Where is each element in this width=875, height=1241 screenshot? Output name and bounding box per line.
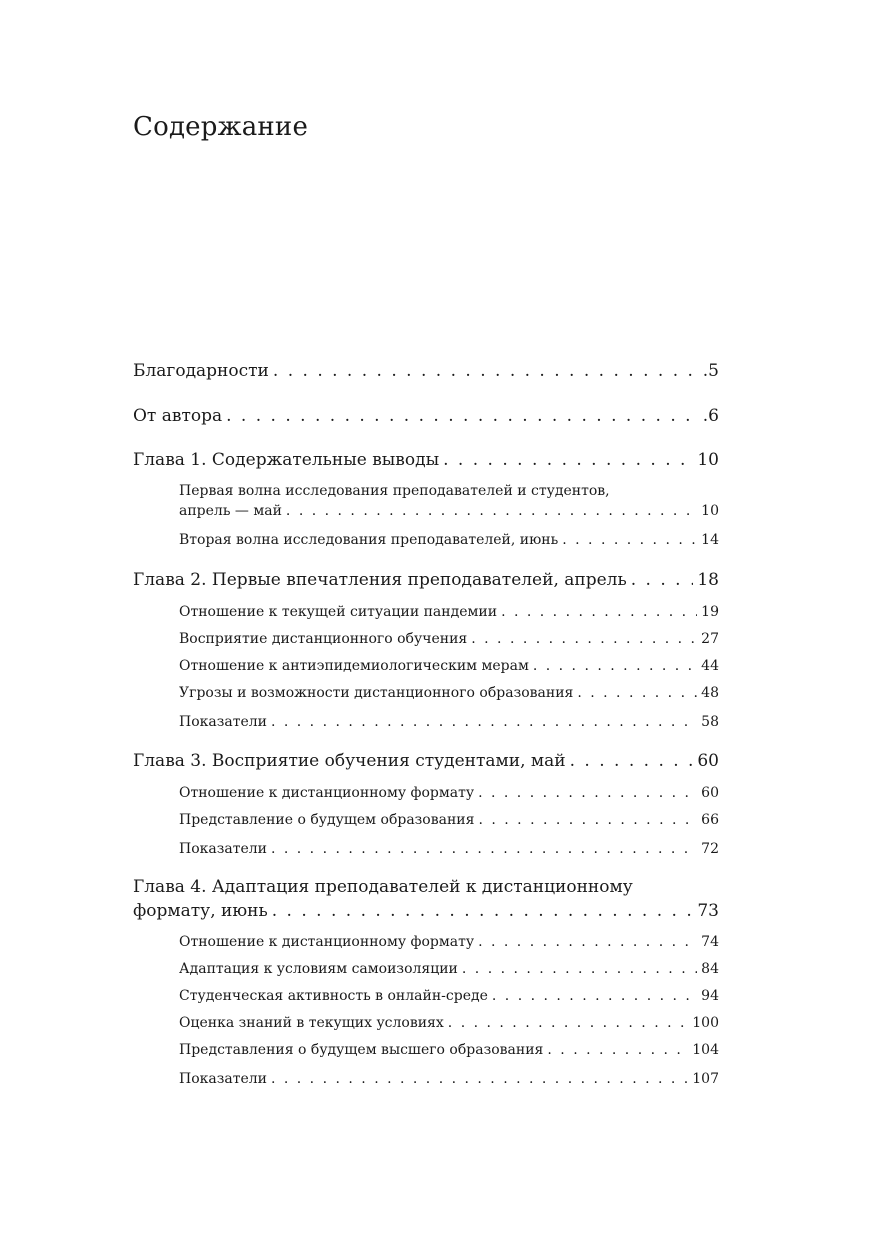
toc-entry-page: 19 — [701, 604, 719, 620]
toc-entry-future-higher-education[interactable] — [133, 1040, 719, 1060]
toc-entry-acknowledgements[interactable] — [133, 359, 719, 383]
toc-entry-page: .5 — [702, 361, 719, 381]
toc-entry-title: Отношение к текущей ситуации пандемии — [179, 604, 498, 620]
toc-entry-page: 10 — [701, 503, 719, 519]
toc-entry-indicators-2[interactable] — [133, 712, 719, 732]
toc-entry-pandemic-attitude[interactable] — [133, 602, 719, 622]
toc-entry-page: 60 — [697, 751, 719, 771]
toc-entry-title: Студенческая активность в онлайн-среде — [179, 988, 488, 1004]
toc-entry-chapter-4[interactable] — [133, 875, 719, 923]
toc-entry-indicators-3[interactable] — [133, 839, 719, 859]
dot-leader — [631, 568, 694, 592]
toc-entry-remote-format-3[interactable] — [133, 783, 719, 803]
toc-entry-chapter-3[interactable] — [133, 749, 719, 773]
toc-entry-student-activity[interactable] — [133, 986, 719, 1006]
toc-entry-title-line2: апрель — май — [179, 503, 282, 519]
toc-entry-title: Глава 1. Содержательные выводы — [133, 450, 440, 470]
dot-leader — [271, 839, 697, 859]
dot-leader — [570, 749, 694, 773]
toc-entry-page: 60 — [701, 785, 719, 801]
dot-leader — [478, 783, 697, 803]
toc-entry-knowledge-assessment[interactable] — [133, 1013, 719, 1033]
toc-entry-title: Благодарности — [133, 361, 269, 381]
toc-entry-remote-format-4[interactable] — [133, 932, 719, 952]
toc-entry-page: 94 — [701, 988, 719, 1004]
toc-entry-title: Вторая волна исследования преподавателей, июнь — [179, 532, 559, 548]
dot-leader — [272, 899, 694, 923]
toc-entry-title: Адаптация к условиям самоизоляции — [179, 961, 458, 977]
toc-entry-title: Отношение к дистанционному формату — [179, 785, 475, 801]
dot-leader — [547, 1040, 688, 1060]
toc-entry-second-wave[interactable] — [133, 530, 719, 550]
toc-entry-page: 107 — [692, 1071, 719, 1087]
toc-entry-indicators-4[interactable] — [133, 1069, 719, 1089]
dot-leader — [226, 404, 699, 428]
toc-entry-self-isolation[interactable] — [133, 959, 719, 979]
toc-entry-page: 10 — [697, 450, 719, 470]
toc-entry-chapter-2[interactable] — [133, 568, 719, 592]
dot-leader — [478, 932, 697, 952]
toc-entry-page: 104 — [692, 1042, 719, 1058]
toc-entry-page: 14 — [701, 532, 719, 548]
toc-entry-page: .6 — [702, 406, 719, 426]
toc-entry-title: Восприятие дистанционного обучения — [179, 631, 468, 647]
toc-entry-title-line2: формату, июнь — [133, 901, 268, 921]
dot-leader — [286, 501, 697, 521]
dot-leader — [462, 959, 697, 979]
dot-leader — [562, 530, 697, 550]
toc-entry-page: 44 — [701, 658, 719, 674]
toc-entry-title: Представления о будущем высшего образования — [179, 1042, 544, 1058]
dot-leader — [577, 683, 697, 703]
toc-entry-page: 73 — [697, 901, 719, 921]
dot-leader — [492, 986, 697, 1006]
dot-leader — [271, 1069, 688, 1089]
toc-entry-first-wave[interactable] — [133, 481, 719, 521]
toc-entry-title: Показатели — [179, 714, 267, 730]
toc-entry-title-line1: Первая волна исследования преподавателей и студентов, — [179, 483, 610, 499]
toc-entry-title: Оценка знаний в текущих условиях — [179, 1015, 444, 1031]
toc-entry-title: Угрозы и возможности дистанционного образования — [179, 685, 574, 701]
toc-entry-future-education[interactable] — [133, 810, 719, 830]
toc-entry-page: 74 — [701, 934, 719, 950]
toc-entry-title-line1: Глава 4. Адаптация преподавателей к дистанционному — [133, 877, 633, 897]
toc-entry-page: 84 — [701, 961, 719, 977]
dot-leader — [443, 448, 693, 472]
toc-entry-page: 18 — [697, 570, 719, 590]
dot-leader — [271, 712, 697, 732]
toc-entry-title: Представление о будущем образования — [179, 812, 475, 828]
dot-leader — [448, 1013, 688, 1033]
toc-entry-title: Глава 2. Первые впечатления преподавателей, апрель — [133, 570, 627, 590]
dot-leader — [273, 359, 699, 383]
toc-entry-title: Отношение к дистанционному формату — [179, 934, 475, 950]
toc-entry-title: От автора — [133, 406, 223, 426]
toc-entry-from-author[interactable] — [133, 404, 719, 428]
toc-entry-threats-opportunities[interactable] — [133, 683, 719, 703]
dot-leader — [501, 602, 697, 622]
toc-entry-page: 100 — [692, 1015, 719, 1031]
toc-entry-remote-perception[interactable] — [133, 629, 719, 649]
toc-entry-title: Показатели — [179, 1071, 267, 1087]
toc-entry-chapter-1[interactable] — [133, 448, 719, 472]
toc-entry-page: 72 — [701, 841, 719, 857]
toc-entry-page: 48 — [701, 685, 719, 701]
toc-entry-page: 66 — [701, 812, 719, 828]
toc-entry-page: 27 — [701, 631, 719, 647]
dot-leader — [471, 629, 697, 649]
toc-entry-title: Показатели — [179, 841, 267, 857]
toc-entry-title: Глава 3. Восприятие обучения студентами, май — [133, 751, 566, 771]
toc-entry-title: Отношение к антиэпидемиологическим мерам — [179, 658, 529, 674]
page-title: Содержание — [133, 112, 309, 142]
toc-entry-antiepidemic-measures[interactable] — [133, 656, 719, 676]
dot-leader — [533, 656, 697, 676]
dot-leader — [478, 810, 697, 830]
toc-entry-page: 58 — [701, 714, 719, 730]
